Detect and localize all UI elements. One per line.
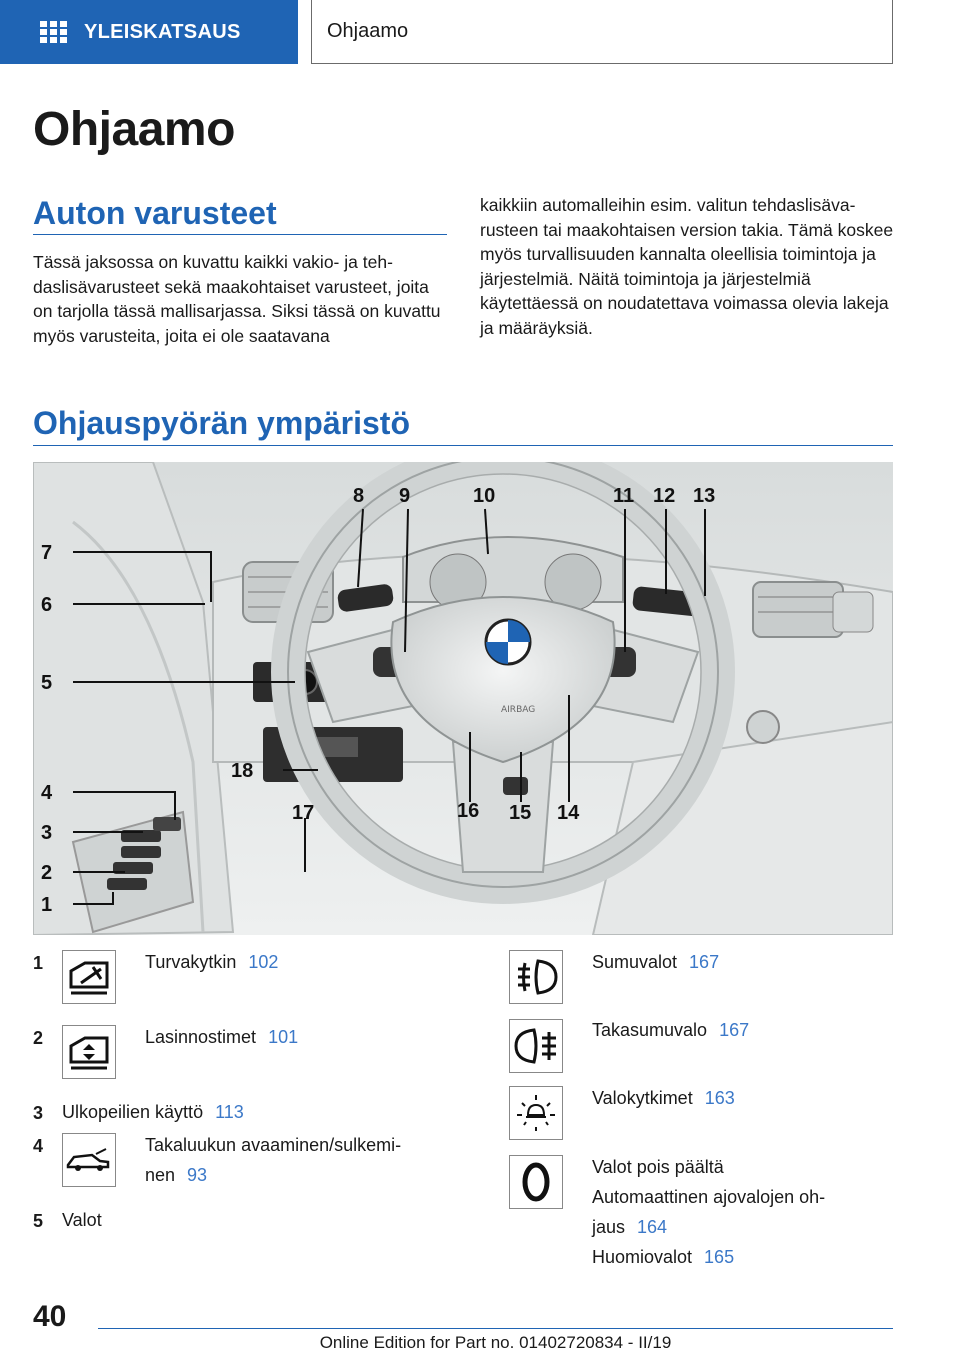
page-ref-113[interactable]: 113 [215, 1102, 244, 1122]
legend-item-3 [62, 1097, 244, 1127]
legend-label-4-line2: nen [145, 1165, 176, 1185]
callout-13: 13 [693, 485, 716, 507]
page-number: 40 [33, 1300, 67, 1333]
legend-num-1: 1 [33, 953, 44, 973]
page-ref-163[interactable]: 163 [704, 1088, 735, 1108]
callout-9: 9 [399, 485, 411, 507]
cockpit-illustration [33, 462, 893, 935]
legend-label-lights-off: Valot pois päältä [592, 1157, 724, 1177]
legend-num-3: 3 [33, 1103, 44, 1123]
callout-18: 18 [231, 760, 254, 782]
grid-menu-icon [40, 21, 66, 43]
window-lock-icon [62, 950, 116, 1004]
legend-label-2: Lasinnostimet [145, 1027, 257, 1047]
header-section-label: Ohjaamo [327, 20, 409, 42]
legend-label-light-switch: Valokytkimet [592, 1088, 693, 1108]
legend-label-5: Valot [62, 1210, 102, 1230]
airbag-badge: AIRBAG [501, 705, 536, 715]
callout-1: 1 [41, 894, 53, 916]
paragraph-left: Tässä jaksossa on kuvattu kaikki vakio- ja tehdaslisävarusteet sekä maakohtaiset varusteet, joita on tarjolla tässä mallisarjassa. Siksi tässä on kuvattu myös varusteita, joita ei ole saatavana [33, 252, 441, 346]
callout-12: 12 [653, 485, 676, 507]
callout-7: 7 [41, 542, 53, 564]
callout-17: 17 [292, 802, 315, 824]
header-tab[interactable] [0, 0, 298, 64]
section-rule [33, 234, 447, 235]
callout-11: 11 [613, 485, 635, 507]
footer-edition: Online Edition for Part no. 01402720834 - II/19 [319, 1333, 672, 1352]
callout-16: 16 [457, 800, 480, 822]
callout-15: 15 [509, 802, 532, 824]
callout-3: 3 [41, 822, 53, 844]
callout-6: 6 [41, 594, 53, 616]
legend-num-4: 4 [33, 1136, 44, 1156]
legend-num-5: 5 [33, 1211, 44, 1231]
legend-item-2 [145, 1022, 298, 1052]
section-heading-steering: Ohjauspyörän ympäristö [33, 405, 410, 441]
page-ref-167-a[interactable]: 167 [689, 952, 720, 972]
page-title: Ohjaamo [33, 103, 235, 156]
rear-fog-light-icon [509, 1019, 563, 1073]
legend-label-rear-fog: Takasumuvalo [592, 1020, 708, 1040]
legend-item-rear-fog [592, 1015, 749, 1045]
lights-off-icon [509, 1155, 563, 1209]
header-section-box [311, 0, 893, 64]
page-ref-93[interactable]: 93 [187, 1165, 208, 1185]
section-heading-equipment: Auton varusteet [33, 195, 277, 231]
legend-label-1: Turvakytkin [145, 952, 237, 972]
callout-2: 2 [41, 862, 53, 884]
legend-num-2: 2 [33, 1028, 44, 1048]
legend-label-fog: Sumuvalot [592, 952, 678, 972]
window-lift-icon [62, 1025, 116, 1079]
legend-label-3: Ulkopeilien käyttö [62, 1102, 204, 1122]
legend-sub-auto-line1: Automaattinen ajovalojen oh- [592, 1187, 826, 1207]
page-ref-102[interactable]: 102 [248, 952, 279, 972]
callout-14: 14 [557, 802, 580, 824]
tailgate-icon [62, 1133, 116, 1187]
header-tab-label: YLEISKATSAUS [84, 20, 241, 43]
page-ref-101[interactable]: 101 [268, 1027, 299, 1047]
legend-item-4 [145, 1130, 401, 1190]
legend-item-lights-off [592, 1152, 862, 1272]
legend-sub-auto-line2: jaus [592, 1217, 626, 1237]
footer-rule [98, 1328, 893, 1329]
cockpit-figure [33, 462, 893, 935]
legend-label-4-line1: Takaluukun avaaminen/sulkemi- [145, 1135, 402, 1155]
legend-item-fog [592, 947, 719, 977]
legend-sub-daytime: Huomiovalot [592, 1247, 693, 1267]
page-ref-167-b[interactable]: 167 [719, 1020, 750, 1040]
light-switch-icon [509, 1086, 563, 1140]
front-fog-light-icon [509, 950, 563, 1004]
callout-10: 10 [473, 485, 496, 507]
legend-item-1 [145, 947, 278, 977]
section-rule [33, 445, 893, 446]
page-ref-164[interactable]: 164 [637, 1217, 668, 1237]
callout-5: 5 [41, 672, 53, 694]
legend-item-light-switch [592, 1083, 735, 1113]
callout-4: 4 [41, 782, 53, 804]
page-ref-165[interactable]: 165 [704, 1247, 735, 1267]
paragraph-right: kaikkiin automalleihin esim. valitun tehdaslisävarusteen tai maakohtaisen version takia. Tämä koskee myös turvallisuuden kannalta oleellisia toimintoja ja järjestelmiä. Näitä toimintoja ja järjestelmiä käytettäessä on noudatettava voimassa olevia lakeja ja määräyksiä. [480, 195, 894, 338]
callout-8: 8 [353, 485, 365, 507]
